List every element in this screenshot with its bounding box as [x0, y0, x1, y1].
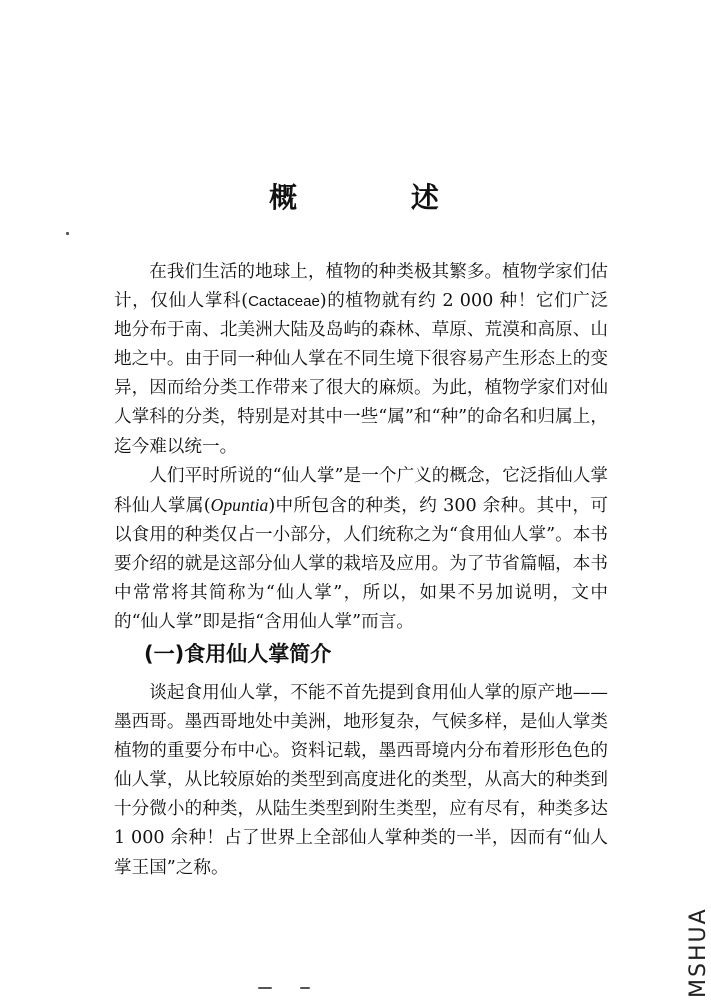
paragraph-2 [114, 462, 608, 638]
paragraph-1-text-a: 在我们生活的地球上，植物的种类极其繁多。植物学家们估计，仅仙人掌科( [114, 262, 608, 312]
paragraph-1-text-b: )的植物就有约 2 000 种！它们广泛地分布于南、北美洲大陆及岛屿的森林、草原、荒漠和高原、山地之中。由于同一种仙人掌在不同生境下很容易产生形态上的变异，因而给分类工作带来了很大的麻烦。为此，植物学家们对仙人掌科的分类，特别是对其中一些“属”和“种”的命名和归属上，迄今难以统一。 [114, 291, 609, 457]
intro-block [114, 258, 608, 637]
paragraph-2-text-b: )中所包含的种类，约 300 余种。其中，可以食用的种类仅占一小部分，人们统称之为“食用仙人掌”。本书要介绍的就是这部分仙人掌的栽培及应用。为了节省篇幅，本书中常常将其简称为“仙人掌”，所以，如果不另加说明，文中的“仙人掌”即是指“含用仙人掌”而言。 [114, 495, 608, 633]
paragraph-3: 谈起食用仙人掌，不能不首先提到食用仙人掌的原产地——墨西哥。墨西哥地处中美洲，地形复杂，气候多样，是仙人掌类植物的重要分布中心。资料记载，墨西哥境内分布着形形色色的仙人掌，从比较原始的类型到高度进化的类型，从高大的种类到十分微小的种类，从陆生类型到附生类型，应有尽有，种类多达 1 000 余种！占了世界上全部仙人掌种类的一半，因而有“仙人掌王国”之称。 [114, 683, 608, 878]
section-body [114, 679, 608, 883]
scan-speck [66, 232, 69, 235]
paragraph-1-latin-term: Cactaceae [248, 293, 320, 311]
paragraph-2-latin-term: Opuntia [210, 494, 269, 515]
watermark-text: MSHUA [686, 907, 711, 998]
scan-speck [258, 987, 272, 989]
paragraph-1 [114, 258, 608, 462]
page-title: 概 述 [269, 181, 491, 214]
section-heading: (一)食用仙人掌简介 [144, 642, 332, 666]
scan-speck [300, 987, 310, 989]
paragraph-2-text-a: 人们平时所说的“仙人掌”是一个广义的概念，它泛指仙人掌科仙人掌属( [114, 465, 608, 516]
